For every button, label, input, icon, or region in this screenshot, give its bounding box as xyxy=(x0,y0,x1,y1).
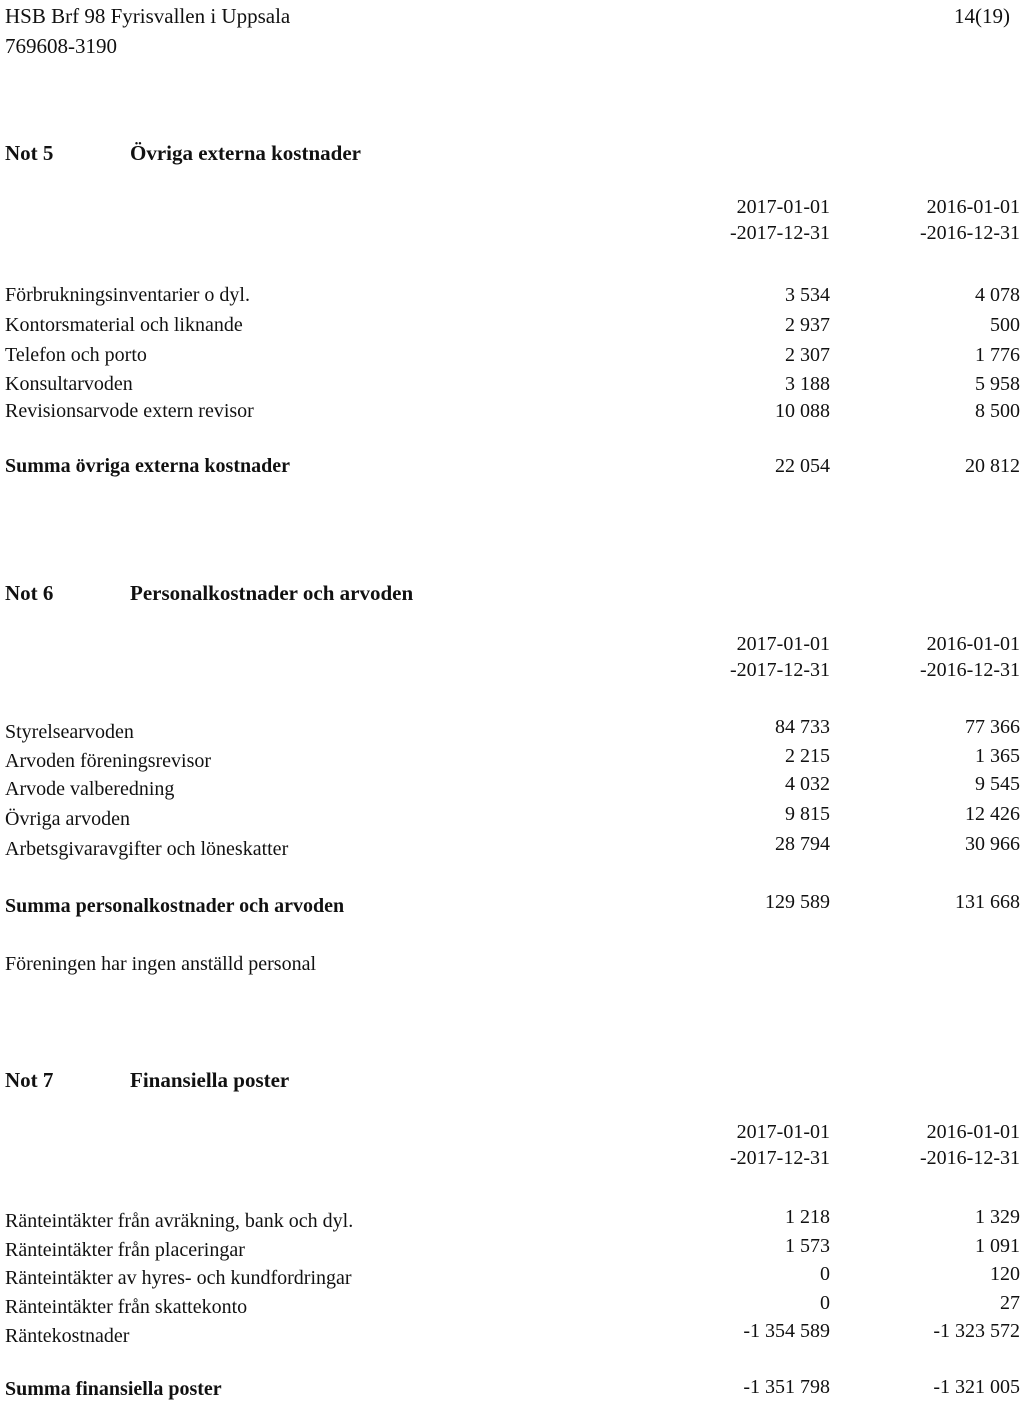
row-label: Ränteintäkter från placeringar xyxy=(5,1239,245,1261)
sum-label: Summa personalkostnader och arvoden xyxy=(5,895,345,917)
row-value-2017: 0 xyxy=(820,1263,830,1285)
row-label: Ränteintäkter av hyres- och kundfordringar xyxy=(5,1267,352,1289)
row-value-2016: 1 091 xyxy=(975,1235,1020,1257)
sum-value-2017: 129 589 xyxy=(765,891,830,913)
row-value-2016: 4 078 xyxy=(975,284,1020,306)
row-value-2016: 1 776 xyxy=(975,344,1020,366)
column-header-2017-from: 2017-01-01 xyxy=(736,196,830,218)
page-number: 14(19) xyxy=(954,4,1010,28)
row-value-2017: 3 188 xyxy=(785,373,830,395)
row-label: Konsultarvoden xyxy=(5,373,133,395)
row-label: Revisionsarvode extern revisor xyxy=(5,400,254,422)
row-value-2016: 12 426 xyxy=(965,803,1020,825)
row-value-2017: 4 032 xyxy=(785,773,830,795)
row-label: Räntekostnader xyxy=(5,1325,130,1347)
sum-value-2017: -1 351 798 xyxy=(743,1376,830,1398)
sum-value-2017: 22 054 xyxy=(775,455,830,477)
row-value-2016: 1 365 xyxy=(975,745,1020,767)
row-value-2017: 1 218 xyxy=(785,1206,830,1228)
row-value-2016: 500 xyxy=(990,314,1020,336)
row-label: Arvode valberedning xyxy=(5,778,175,800)
organization-name: HSB Brf 98 Fyrisvallen i Uppsala xyxy=(5,4,291,28)
column-header-2017-from: 2017-01-01 xyxy=(736,1121,830,1143)
sum-value-2016: 20 812 xyxy=(965,455,1020,477)
column-header-2017-to: -2017-12-31 xyxy=(730,222,830,244)
note-number: Not 7 xyxy=(5,1068,54,1092)
row-value-2017: 10 088 xyxy=(775,400,830,422)
row-value-2016: 27 xyxy=(1000,1292,1020,1314)
row-value-2017: 0 xyxy=(820,1292,830,1314)
column-header-2017-from: 2017-01-01 xyxy=(736,633,830,655)
column-header-2016-from: 2016-01-01 xyxy=(926,1121,1020,1143)
note-footnote: Föreningen har ingen anställd personal xyxy=(5,953,317,975)
row-label: Styrelsearvoden xyxy=(5,721,134,743)
organization-number: 769608-3190 xyxy=(5,34,117,58)
row-value-2017: 2 307 xyxy=(785,344,830,366)
column-header-2016-to: -2016-12-31 xyxy=(920,659,1020,681)
note-title: Finansiella poster xyxy=(130,1068,290,1092)
row-value-2016: 120 xyxy=(990,1263,1020,1285)
column-header-2017-to: -2017-12-31 xyxy=(730,659,830,681)
row-label: Förbrukningsinventarier o dyl. xyxy=(5,284,250,306)
row-value-2017: 9 815 xyxy=(785,803,830,825)
row-value-2017: 2 215 xyxy=(785,745,830,767)
row-value-2017: 84 733 xyxy=(775,716,830,738)
row-value-2017: 2 937 xyxy=(785,314,830,336)
row-value-2017: -1 354 589 xyxy=(743,1320,830,1342)
sum-label: Summa övriga externa kostnader xyxy=(5,455,290,477)
sum-value-2016: -1 321 005 xyxy=(933,1376,1020,1398)
column-header-2016-to: -2016-12-31 xyxy=(920,1147,1020,1169)
column-header-2016-to: -2016-12-31 xyxy=(920,222,1020,244)
row-value-2016: 30 966 xyxy=(965,833,1020,855)
row-value-2017: 28 794 xyxy=(775,833,830,855)
column-header-2017-to: -2017-12-31 xyxy=(730,1147,830,1169)
row-value-2016: 1 329 xyxy=(975,1206,1020,1228)
row-label: Ränteintäkter från avräkning, bank och dyl. xyxy=(5,1210,354,1232)
note-number: Not 6 xyxy=(5,581,54,605)
row-label: Telefon och porto xyxy=(5,344,147,366)
row-value-2017: 1 573 xyxy=(785,1235,830,1257)
note-title: Personalkostnader och arvoden xyxy=(130,581,414,605)
row-label: Arbetsgivaravgifter och löneskatter xyxy=(5,838,289,860)
row-label: Övriga arvoden xyxy=(5,808,130,830)
row-value-2016: 8 500 xyxy=(975,400,1020,422)
row-label: Arvoden föreningsrevisor xyxy=(5,750,212,772)
note-number: Not 5 xyxy=(5,141,54,165)
sum-label: Summa finansiella poster xyxy=(5,1378,222,1400)
row-value-2017: 3 534 xyxy=(785,284,830,306)
row-label: Ränteintäkter från skattekonto xyxy=(5,1296,248,1318)
sum-value-2016: 131 668 xyxy=(955,891,1020,913)
column-header-2016-from: 2016-01-01 xyxy=(926,633,1020,655)
note-title: Övriga externa kostnader xyxy=(130,141,361,165)
row-value-2016: 77 366 xyxy=(965,716,1020,738)
row-label: Kontorsmaterial och liknande xyxy=(5,314,243,336)
column-header-2016-from: 2016-01-01 xyxy=(926,196,1020,218)
row-value-2016: -1 323 572 xyxy=(933,1320,1020,1342)
row-value-2016: 5 958 xyxy=(975,373,1020,395)
row-value-2016: 9 545 xyxy=(975,773,1020,795)
